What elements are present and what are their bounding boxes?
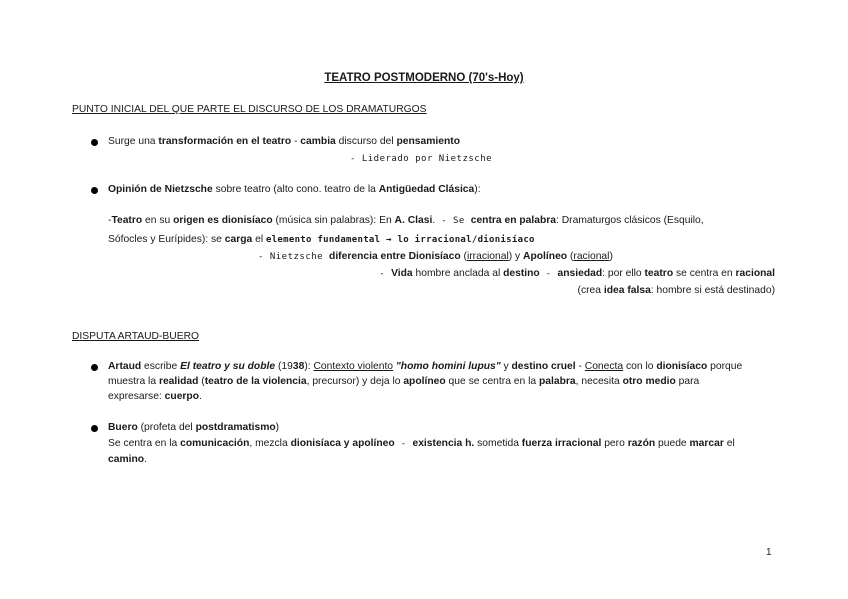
bullet-buero-line1: Buero (profeta del postdramatismo) — [108, 422, 280, 433]
bullet-icon — [91, 364, 98, 371]
para-nietzsche-diferencia: - Nietzsche diferencia entre Dionisíaco (irracional) y Apolíneo (racional) — [258, 251, 613, 262]
bullet-icon — [91, 425, 98, 432]
page-number: 1 — [766, 547, 772, 558]
bullet-artaud-line2: muestra la realidad (teatro de la violencia, precursor) y deja lo apolíneo que se centra en la palabra, necesita otro medio para — [108, 376, 700, 387]
bullet-transformacion: Surge una transformación en el teatro - cambia discurso del pensamiento — [108, 136, 460, 147]
bullet-opinion-nietzsche: Opinión de Nietzsche sobre teatro (alto cono. teatro de la Antigüedad Clásica): — [108, 184, 481, 195]
para-sofocles: Sófocles y Eurípides): se carga el elemento fundamental → lo irracional/dionisíaco — [108, 234, 535, 245]
bullet-icon — [91, 187, 98, 194]
bullet-buero-line3: camino. — [108, 454, 147, 465]
section-heading-punto-inicial: PUNTO INICIAL DEL QUE PARTE EL DISCURSO DE LOS DRAMATURGOS — [72, 104, 427, 115]
document-title: TEATRO POSTMODERNO (70's-Hoy) — [324, 72, 524, 84]
bullet-icon — [91, 139, 98, 146]
sub-liderado-nietzsche: - Liderado por Nietzsche — [350, 154, 493, 164]
para-teatro-origen: -Teatro en su origen es dionisíaco (música sin palabras): En A. Clasi. - Se centra en palabra: Dramaturgos clásicos (Esquilo, — [108, 215, 704, 226]
bullet-buero-line2: Se centra en la comunicación, mezcla dionisíaca y apolíneo - existencia h. sometida fuerza irracional pero razón puede marcar el — [108, 438, 735, 449]
bullet-artaud-line3: expresarse: cuerpo. — [108, 391, 202, 402]
section-heading-disputa: DISPUTA ARTAUD-BUERO — [72, 331, 200, 342]
bullet-artaud-line1: Artaud escribe El teatro y su doble (1938): Contexto violento "homo homini lupus" y destino cruel - Conecta con lo dionisíaco porque — [108, 361, 743, 372]
para-vida-destino: - Vida hombre anclada al destino - ansiedad: por ello teatro se centra en racional — [379, 268, 775, 279]
para-idea-falsa: (crea idea falsa: hombre si está destinado) — [577, 285, 775, 296]
